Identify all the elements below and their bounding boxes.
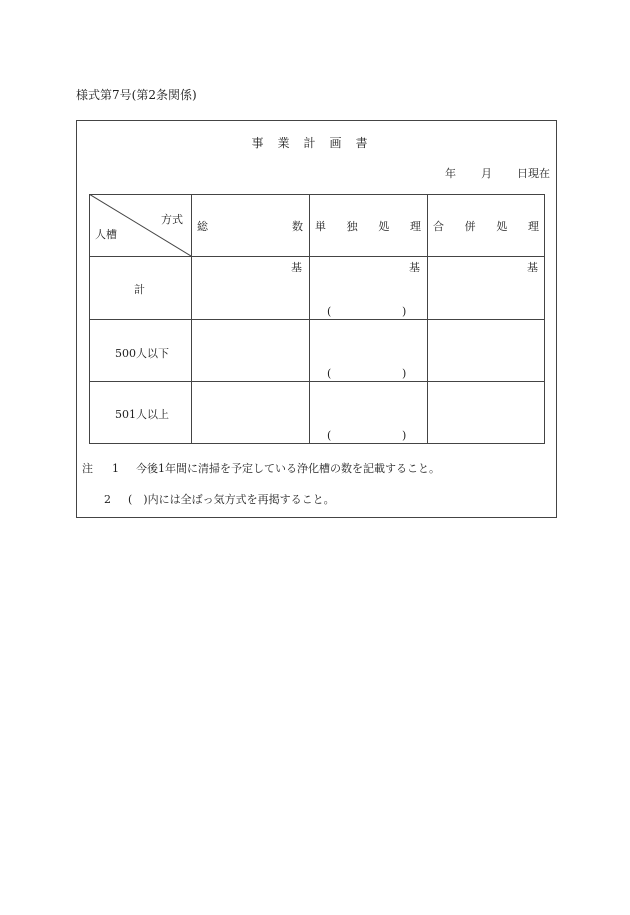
row-label-501-or-more: 501人以上: [115, 408, 169, 421]
corner-method-label: 方式: [161, 213, 183, 226]
paren-open: (: [327, 305, 332, 318]
note-2: [104, 491, 335, 507]
header-total: 総 数: [197, 220, 303, 233]
paren-open: (: [327, 367, 332, 380]
paren-close: ): [402, 305, 407, 318]
day-as-of-label: 日現在: [517, 167, 550, 180]
note-number: 1: [112, 462, 119, 475]
note-prefix: 注: [82, 462, 93, 475]
note-number: 2: [104, 493, 111, 506]
paren-close: ): [402, 367, 407, 380]
unit-label: 基: [409, 261, 420, 274]
paren-open: (: [327, 429, 332, 442]
form-number: 様式第7号(第2条関係): [76, 88, 197, 102]
plan-table: [89, 194, 545, 444]
paren-close: ): [402, 429, 407, 442]
row-label-total: 計: [134, 283, 145, 296]
unit-label: 基: [291, 261, 302, 274]
note-text: 今後1年間に清掃を予定している浄化槽の数を記載すること。: [136, 462, 440, 475]
header-combined-treatment: 合 併 処 理: [433, 220, 539, 233]
row-label-500-or-less: 500人以下: [115, 347, 169, 360]
row-divider: [89, 256, 545, 257]
row-divider: [89, 319, 545, 320]
month-label: 月: [481, 167, 492, 180]
note-1: [82, 460, 440, 476]
row-divider: [89, 381, 545, 382]
unit-label: 基: [527, 261, 538, 274]
note-text: ( )内には全ばっ気方式を再掲すること。: [128, 493, 335, 506]
year-label: 年: [445, 167, 456, 180]
header-single-treatment: 単 独 処 理: [315, 220, 421, 233]
corner-capacity-label: 人槽: [95, 228, 117, 241]
document-title: 事業計画書: [251, 136, 382, 150]
